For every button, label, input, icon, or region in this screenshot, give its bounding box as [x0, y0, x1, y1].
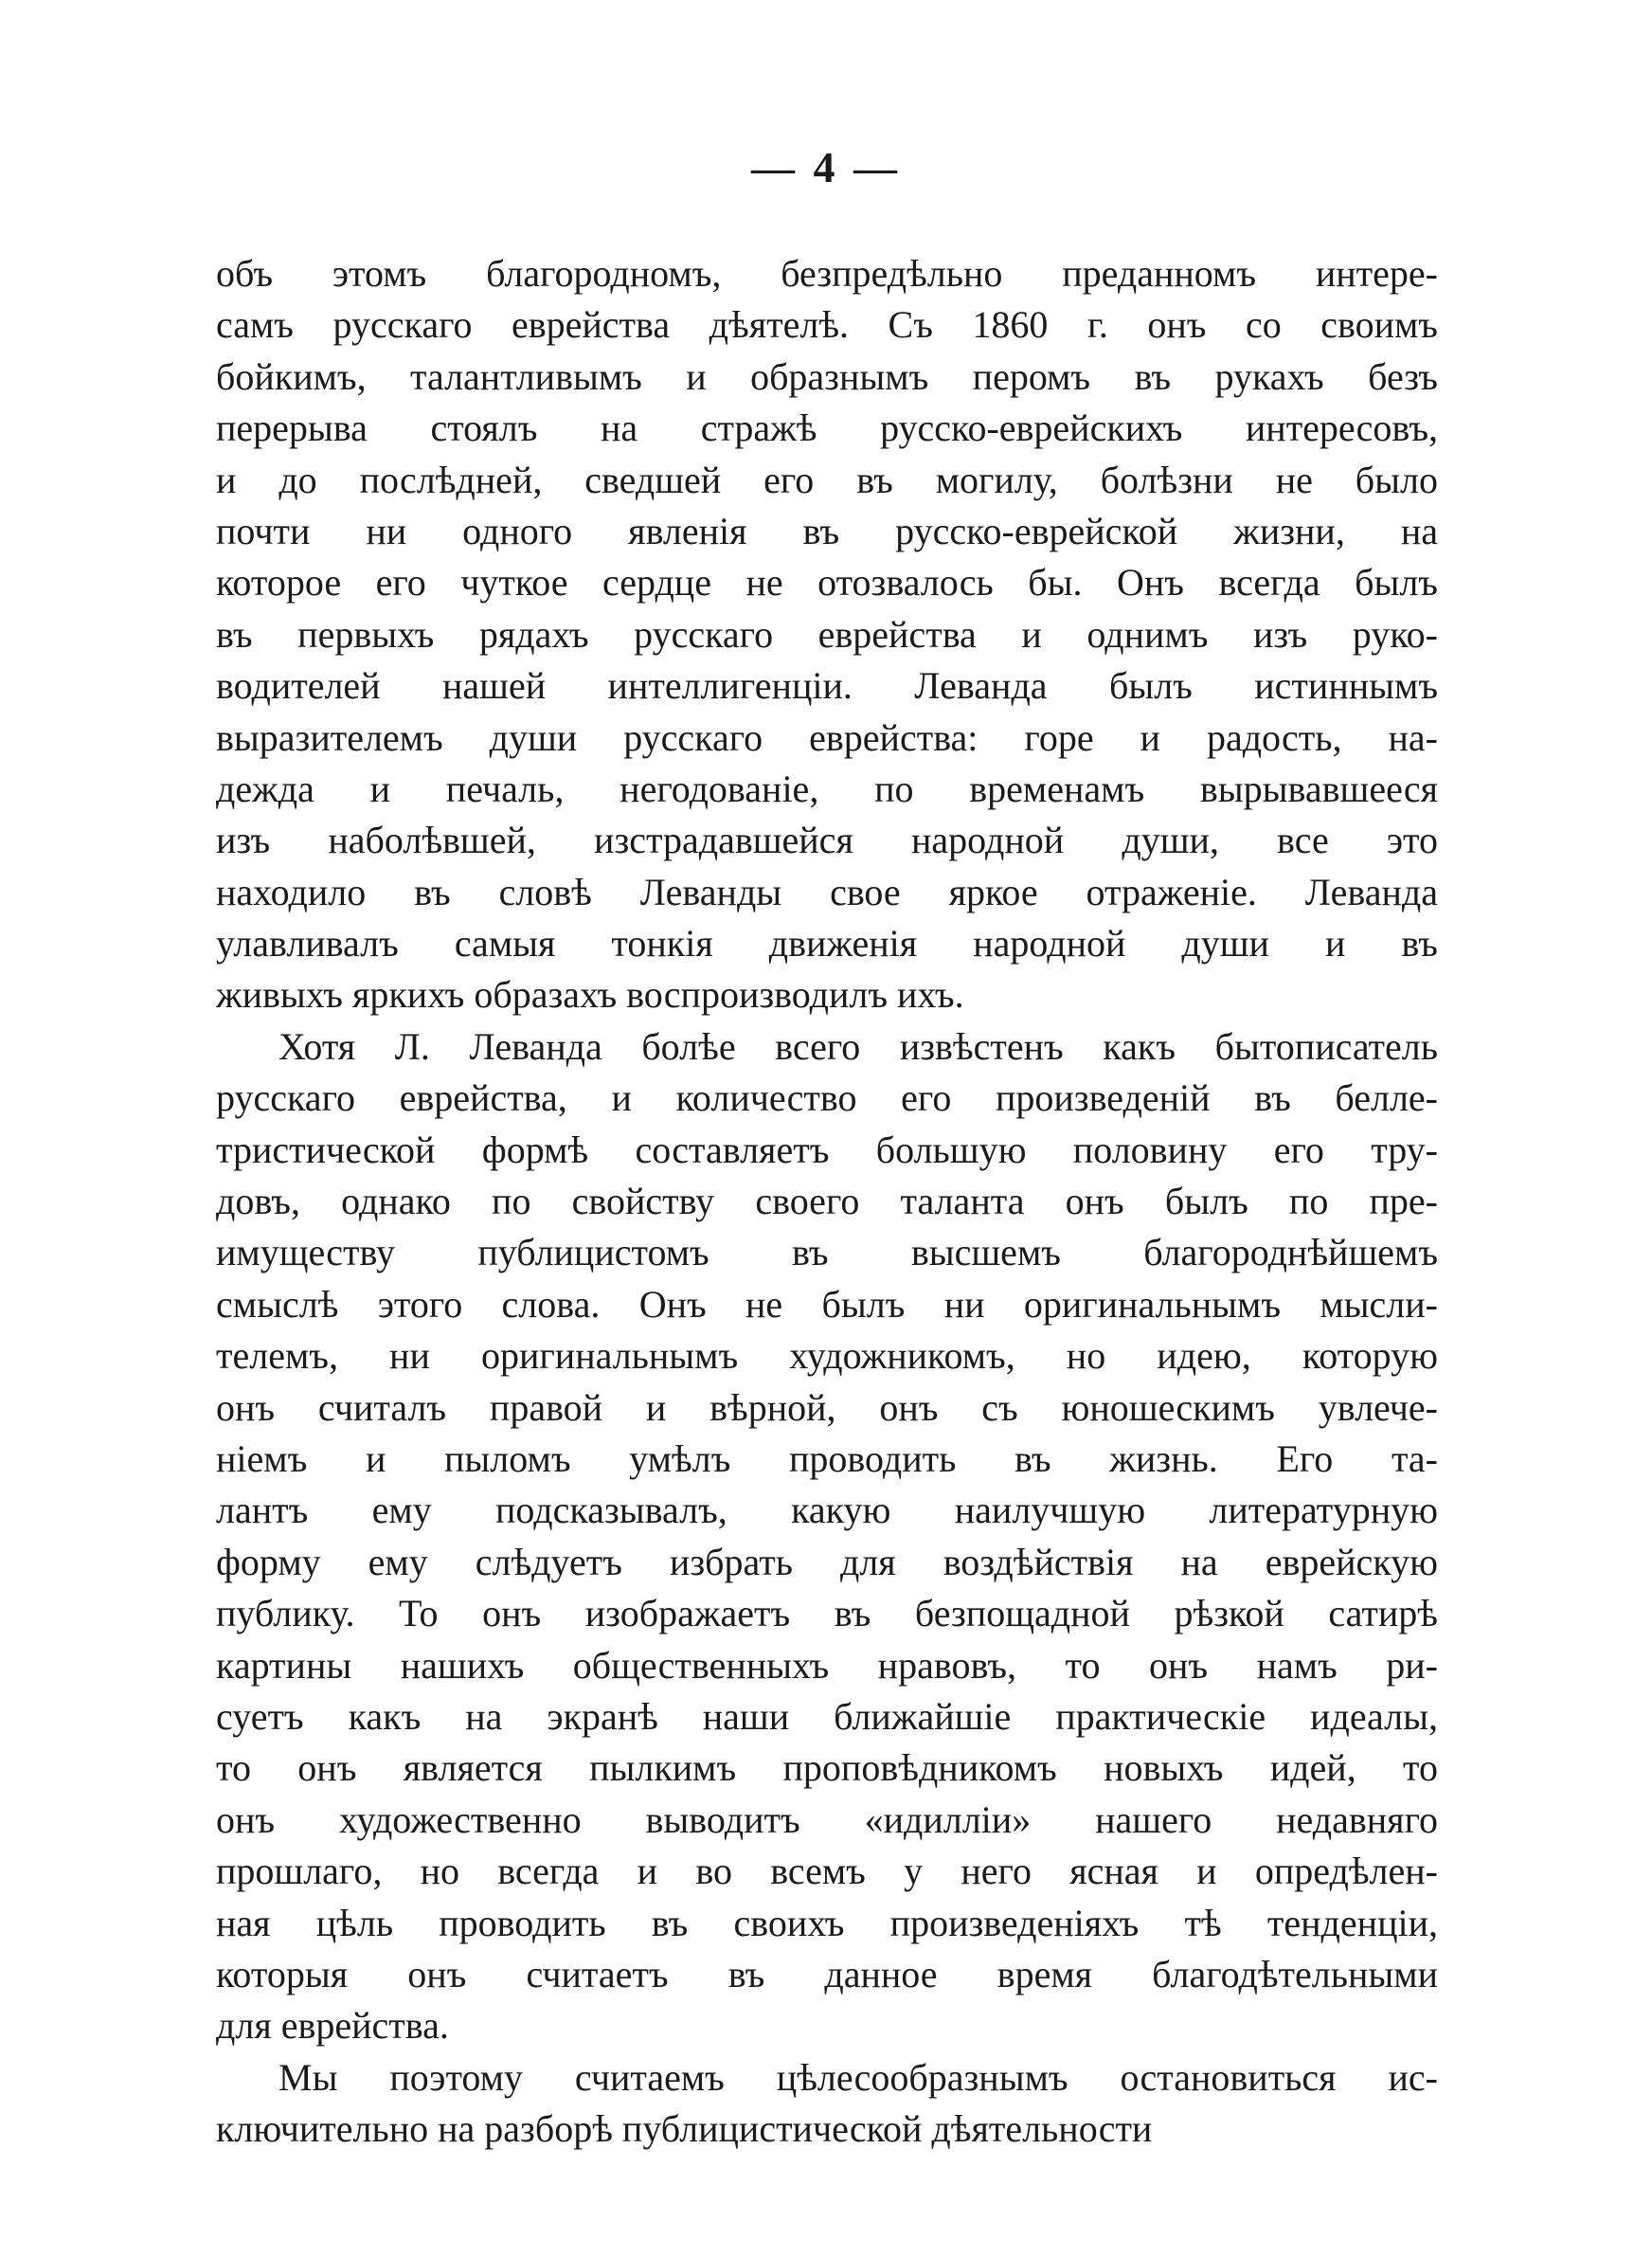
paragraph: [216, 248, 1438, 1021]
text-line: онъ художественно выводитъ «идилліи» нашего недавняго: [216, 1797, 1438, 1841]
text-line: телемъ, ни оригинальнымъ художникомъ, но идею, которую: [216, 1334, 1438, 1378]
text-line: русскаго еврейства, и количество его произведеній въ белле-: [216, 1076, 1438, 1120]
text-line: находило въ словѣ Леванды свое яркое отраженіе. Леванда: [216, 870, 1438, 913]
text-line: бойкимъ, талантливымъ и образнымъ перомъ въ рукахъ безъ: [216, 354, 1438, 398]
page-number: — 4 —: [751, 143, 901, 191]
text-line: публику. То онъ изображаетъ въ безпощадной рѣзкой сатирѣ: [216, 1592, 1438, 1635]
text-line: изъ наболѣвшей, изстрадавшейся народной души, все это: [216, 819, 1438, 862]
text-line: картины нашихъ общественныхъ нравовъ, то онъ намъ ри-: [216, 1643, 1438, 1687]
text-line: водителей нашей интеллигенціи. Леванда былъ истиннымъ: [216, 664, 1438, 708]
text-line: и до послѣдней, сведшей его въ могилу, болѣзни не было: [216, 458, 1438, 501]
text-line: объ этомъ благородномъ, безпредѣльно преданномъ интере-: [216, 252, 1438, 295]
text-line: ніемъ и пыломъ умѣлъ проводить въ жизнь. Его та-: [216, 1436, 1438, 1480]
text-line: Мы поэтому считаемъ цѣлесообразнымъ остановиться ис-: [278, 2055, 1438, 2099]
text-line: форму ему слѣдуетъ избрать для воздѣйствія на еврейскую: [216, 1540, 1438, 1583]
text-line: ная цѣль проводить въ своихъ произведеніяхъ тѣ тенденціи,: [216, 1901, 1438, 1944]
text-line: самъ русскаго еврейства дѣятелѣ. Съ 1860 г. онъ со своимъ: [216, 303, 1438, 347]
text-line: Хотя Л. Леванда болѣе всего извѣстенъ какъ бытописатель: [278, 1024, 1438, 1068]
text-line: дежда и печаль, негодованіе, по временамъ вырывавшееся: [216, 767, 1438, 810]
text-line: живыхъ яркихъ образахъ воспроизводилъ ихъ.: [216, 973, 964, 1017]
text-line: имуществу публицистомъ въ высшемъ благороднѣйшемъ: [216, 1231, 1438, 1274]
text-line: которыя онъ считаетъ въ данное время благодѣтельными: [216, 1952, 1438, 1995]
text-line: онъ считалъ правой и вѣрной, онъ съ юношескимъ увлече-: [216, 1385, 1438, 1429]
text-line: суетъ какъ на экранѣ наши ближайшіе практическіе идеалы,: [216, 1694, 1438, 1738]
paragraph: [216, 2052, 1438, 2156]
text-line: то онъ является пылкимъ проповѣдникомъ новыхъ идей, то: [216, 1746, 1438, 1790]
text-line: прошлаго, но всегда и во всемъ у него ясная и опредѣлен-: [216, 1850, 1438, 1893]
text-line: въ первыхъ рядахъ русскаго еврейства и однимъ изъ руко-: [216, 612, 1438, 656]
text-line: выразителемъ души русскаго еврейства: горе и радость, на-: [216, 715, 1438, 759]
text-line: смыслѣ этого слова. Онъ не былъ ни оригинальнымъ мысли-: [216, 1282, 1438, 1326]
text-line: перерыва стоялъ на стражѣ русско-еврейскихъ интересовъ,: [216, 406, 1438, 450]
paragraph: [216, 1021, 1438, 2052]
text-line: ключительно на разборѣ публицистической дѣятельности: [216, 2107, 1153, 2151]
text-line: довъ, однако по свойству своего таланта онъ былъ по пре-: [216, 1180, 1438, 1223]
text-line: почти ни одного явленія въ русско-еврейской жизни, на: [216, 509, 1438, 552]
text-line: улавливалъ самыя тонкія движенія народной души и въ: [216, 922, 1438, 966]
text-line: которое его чуткое сердце не отозвалось бы. Онъ всегда былъ: [216, 561, 1438, 605]
text-line: тристической формѣ составляетъ большую половину его тру-: [216, 1128, 1438, 1171]
text-line: для еврейства.: [216, 2004, 449, 2048]
text-line: лантъ ему подсказывалъ, какую наилучшую литературную: [216, 1489, 1438, 1532]
body-text: [216, 248, 1438, 2155]
